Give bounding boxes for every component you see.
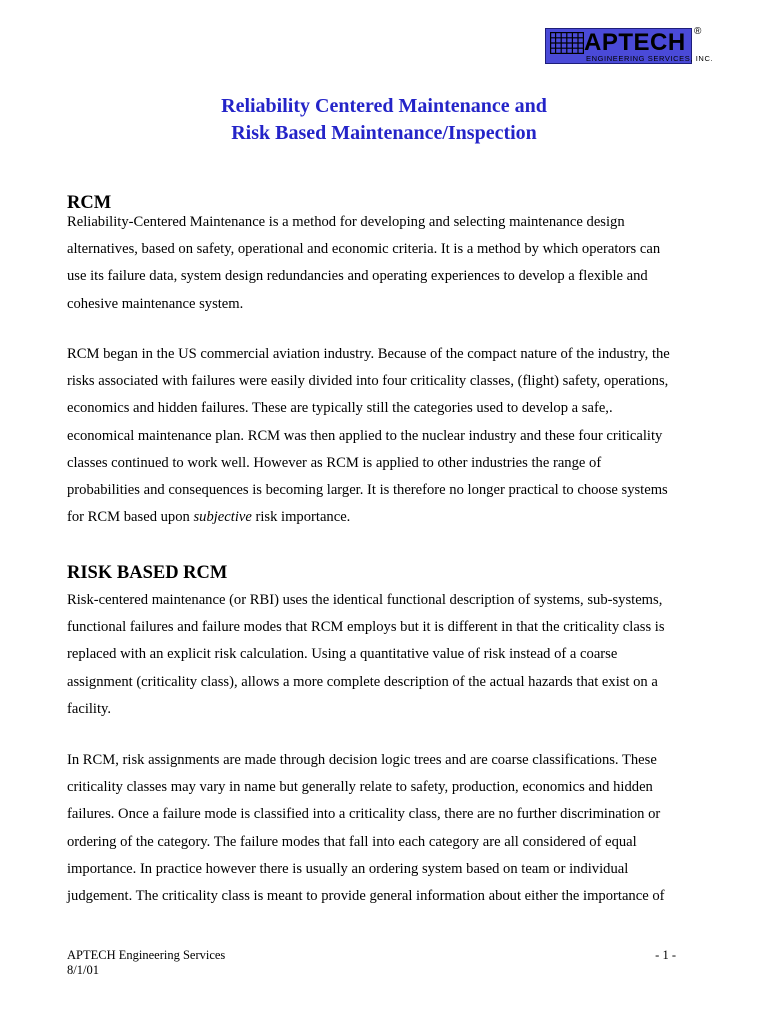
title-line-1: Reliability Centered Maintenance and xyxy=(221,95,547,117)
text-line: RCM began in the US commercial aviation industry. Because of the compact nature of the industry, the xyxy=(67,346,670,362)
text-line: risks associated with failures were easily divided into four criticality classes, (flight) safety, operations, xyxy=(67,373,669,390)
text-line: judgement. The criticality class is meant to provide general information about either the importance of xyxy=(67,888,665,905)
text-line: functional failures and failure modes that RCM employs but it is different in that the criticality class is xyxy=(67,619,665,636)
logo-box xyxy=(545,28,714,64)
company-logo xyxy=(545,26,714,66)
footer-date: 8/1/01 xyxy=(67,962,99,977)
text-line: replaced with an explicit risk calculation. Using a quantitative value of risk instead of a coarse xyxy=(67,646,618,663)
page-number: - 1 - xyxy=(655,948,676,962)
text-run: for RCM based upon xyxy=(67,509,194,526)
logo-wordmark: APTECH xyxy=(584,29,686,56)
document-title xyxy=(0,93,768,147)
text-line: importance. In practice however there is usually an ordering system based on team or individual xyxy=(67,860,629,877)
text-line: alternatives, based on safety, operational and economic criteria. It is a method by which operators can xyxy=(67,241,661,258)
text-line: economics and hidden failures. These are typically still the categories used to develop a safe,. xyxy=(67,400,613,417)
logo-grid-icon xyxy=(550,32,584,54)
text-line: probabilities and consequences is becoming larger. It is therefore no longer practical to choose systems xyxy=(67,482,668,499)
text-line: In RCM, risk assignments are made through decision logic trees and are coarse classifications. These xyxy=(67,752,657,768)
section-heading-rcm: RCM xyxy=(67,193,112,213)
text-line: facility. xyxy=(67,700,112,717)
title-line-2: Risk Based Maintenance/Inspection xyxy=(231,122,537,144)
text-line: criticality classes may vary in name but generally relate to safety, production, economics and hidden xyxy=(67,779,653,796)
footer-company: APTECH Engineering Services xyxy=(67,948,226,962)
logo-subtitle: ENGINEERING SERVICES, INC. xyxy=(586,54,714,63)
paragraph-rcm-definition xyxy=(67,209,707,318)
text-line: classes continued to work well. However as RCM is applied to other industries the range of xyxy=(67,454,602,471)
text-line: use its failure data, system design redundancies and operating experiences to develop a flexible and xyxy=(67,268,648,285)
text-run: risk importance. xyxy=(251,509,351,526)
text-line: economical maintenance plan. RCM was then applied to the nuclear industry and these four criticality xyxy=(67,427,663,444)
text-line: cohesive maintenance system. xyxy=(67,295,244,312)
registered-mark: ® xyxy=(694,26,702,37)
section-heading-risk-based-rcm: RISK BASED RCM xyxy=(67,563,228,583)
paragraph-rcm-risk-assignments xyxy=(67,747,707,910)
text-line: Reliability-Centered Maintenance is a method for developing and selecting maintenance design xyxy=(67,214,625,230)
text-line: assignment (criticality class), allows a more complete description of the actual hazards that exist on a xyxy=(67,673,658,690)
text-line: Risk-centered maintenance (or RBI) uses the identical functional description of systems, sub-systems, xyxy=(67,592,663,608)
paragraph-rcm-history xyxy=(67,341,707,531)
paragraph-rbi-definition xyxy=(67,587,707,723)
text-line: ordering of the category. The failure modes that fall into each category are all considered of equal xyxy=(67,833,637,850)
text-line: failures. Once a failure mode is classified into a criticality class, there are no further discrimination or xyxy=(67,806,661,823)
footer-left xyxy=(67,948,225,977)
emphasis-subjective: subjective xyxy=(193,509,252,526)
text-line-with-emphasis xyxy=(67,504,707,531)
